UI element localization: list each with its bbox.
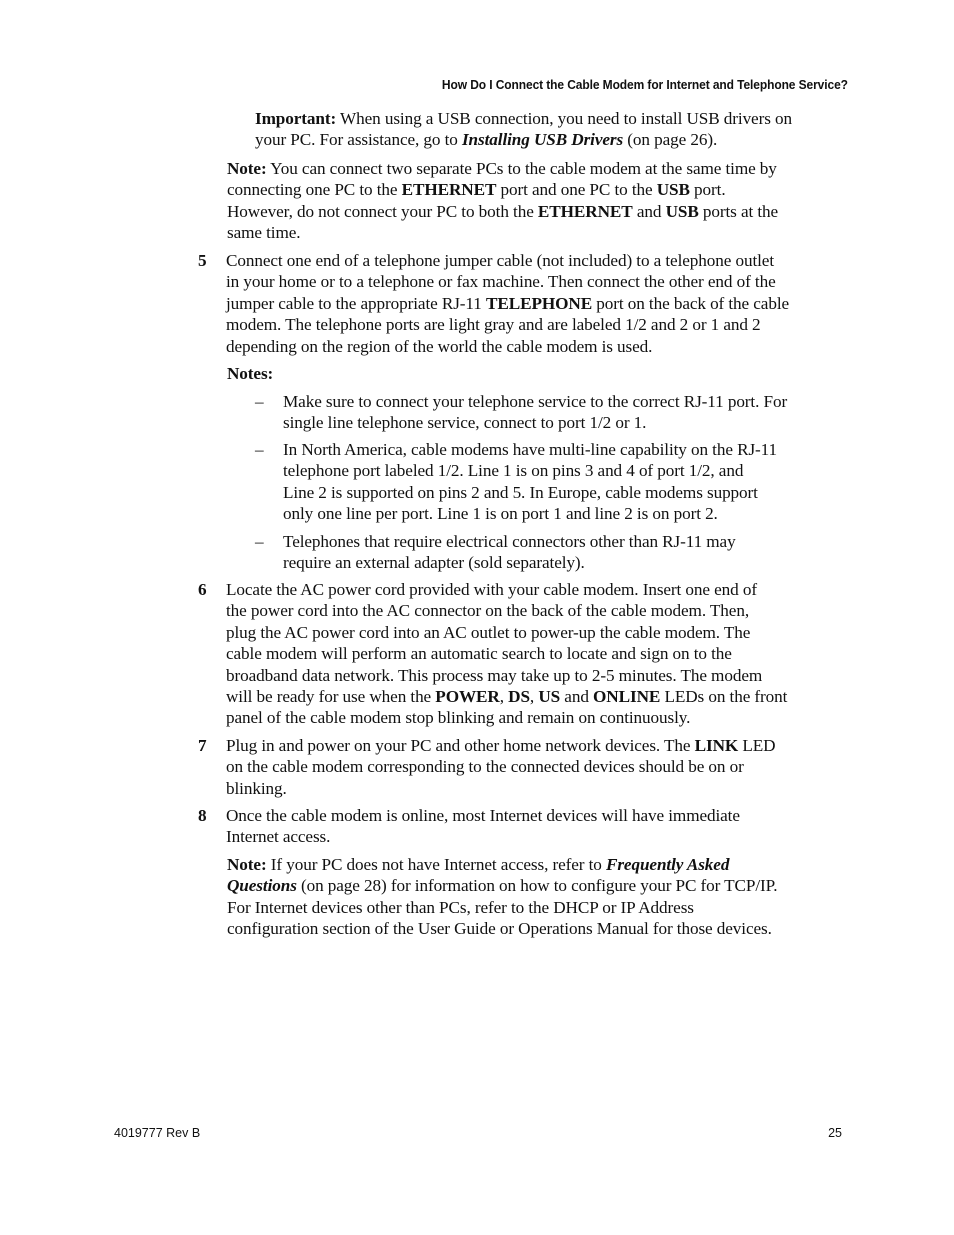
note-text: If your PC does not have Internet access, refer to (266, 855, 606, 874)
note-text: ports at the (698, 201, 779, 221)
list-item-text: Line 2 is supported on pins 2 and 5. In Europe, cable modems support (283, 482, 758, 502)
step-number: 5 (198, 251, 207, 270)
important-note (255, 108, 792, 151)
note-label: Note: (227, 159, 267, 178)
footer-page-number: 25 (828, 1126, 842, 1140)
note-text: (on page 28) for information on how to configure your PC for TCP/IP. (296, 876, 778, 896)
step-text: plug the AC power cord into an AC outlet to power-up the cable modem. The (226, 622, 751, 642)
list-item-text: In North America, cable modems have multi-line capability on the RJ-11 (283, 440, 778, 459)
step-text: cable modem will perform an automatic search to locate and sign on to the (226, 644, 732, 664)
note-text: However, do not connect your PC to both the (227, 201, 538, 221)
note-text: port. (689, 180, 726, 200)
step-text: Locate the AC power cord provided with your cable modem. Insert one end of (226, 580, 757, 599)
usb-term: USB (656, 180, 690, 200)
note-text: same time. (227, 223, 301, 243)
step-text: port on the back of the cable (592, 293, 790, 313)
list-item-text: Telephones that require electrical connectors other than RJ-11 may (283, 532, 736, 551)
note-text: You can connect two separate PCs to the cable modem at the same time by (266, 159, 777, 178)
list-item-text: single line telephone service, connect to port 1/2 or 1. (283, 413, 647, 433)
step-text: in your home or to a telephone or fax machine. Then connect the other end of the (226, 272, 776, 292)
note-text: For Internet devices other than PCs, refer to the DHCP or IP Address (227, 897, 694, 917)
note-text: configuration section of the User Guide or Operations Manual for those devices. (227, 919, 772, 939)
step-text: jumper cable to the appropriate RJ-11 (226, 293, 486, 313)
notes-label: Notes: (227, 364, 274, 383)
step-text: LEDs on the front (660, 687, 788, 707)
list-dash: – (255, 392, 264, 411)
ethernet-term: ETHERNET (401, 180, 497, 200)
link-led-term: LINK (694, 736, 739, 755)
step-7-text (226, 735, 775, 799)
note-text: connecting one PC to the (227, 180, 402, 200)
us-led-term: US (538, 687, 561, 707)
step-text: Connect one end of a telephone jumper cable (not included) to a telephone outlet (226, 251, 775, 270)
step-text: blinking. (226, 778, 287, 798)
list-item-text: require an external adapter (sold separately). (283, 553, 585, 573)
notes-item-3 (283, 531, 736, 574)
step-text: broadband data network. This process may take up to 2-5 minutes. The modem (226, 665, 763, 685)
step-text: Plug in and power on your PC and other home network devices. The (226, 736, 695, 755)
note-internet-access (227, 854, 777, 940)
usb-term: USB (665, 201, 699, 221)
note-label: Note: (227, 855, 267, 874)
step-text: Internet access. (226, 827, 331, 847)
step-5-text (226, 250, 789, 357)
important-label: Important: (255, 109, 337, 128)
running-header: How Do I Connect the Cable Modem for Internet and Telephone Service? (442, 78, 848, 92)
step-6-text (226, 579, 787, 729)
ds-led-term: DS (508, 687, 530, 707)
note-ethernet-usb (227, 158, 778, 244)
important-text-2: your PC. For assistance, go to (255, 130, 462, 150)
step-number: 7 (198, 736, 207, 755)
list-dash: – (255, 440, 264, 459)
step-text: , (529, 687, 539, 707)
step-text: on the cable modem corresponding to the connected devices should be on or (226, 757, 744, 777)
important-page-ref: (on page 26). (623, 130, 718, 150)
list-item-text: Make sure to connect your telephone service to the correct RJ-11 port. For (283, 392, 788, 411)
step-text: the power cord into the AC connector on the back of the cable modem. Then, (226, 601, 750, 621)
note-text: and (632, 201, 666, 221)
step-text: , (499, 687, 509, 707)
step-number: 8 (198, 806, 207, 825)
notes-item-2 (283, 439, 777, 525)
list-dash: – (255, 532, 264, 551)
footer-doc-id: 4019777 Rev B (114, 1126, 201, 1140)
step-text: LED (738, 736, 776, 755)
faq-link[interactable]: Questions (227, 876, 297, 896)
step-text: depending on the region of the world the cable modem is used. (226, 336, 653, 356)
step-text: modem. The telephone ports are light gray and are labeled 1/2 and 2 or 1 and 2 (226, 315, 761, 335)
online-led-term: ONLINE (593, 687, 661, 707)
ethernet-term: ETHERNET (537, 201, 633, 221)
list-item-text: telephone port labeled 1/2. Line 1 is on pins 3 and 4 of port 1/2, and (283, 461, 744, 481)
step-text: panel of the cable modem stop blinking and remain on continuously. (226, 708, 691, 728)
list-item-text: only one line per port. Line 1 is on port 1 and line 2 is on port 2. (283, 504, 718, 524)
faq-link[interactable]: Frequently Asked (605, 855, 730, 874)
power-led-term: POWER (435, 687, 500, 707)
step-text: will be ready for use when the (226, 687, 436, 707)
notes-item-1 (283, 391, 787, 434)
step-8-text (226, 805, 740, 848)
telephone-term: TELEPHONE (485, 293, 593, 313)
note-text: port and one PC to the (496, 180, 657, 200)
installing-usb-drivers-link[interactable]: Installing USB Drivers (461, 130, 624, 150)
important-text: When using a USB connection, you need to install USB drivers on (336, 109, 792, 128)
step-text: and (560, 687, 594, 707)
step-number: 6 (198, 580, 207, 599)
step-text: Once the cable modem is online, most Internet devices will have immediate (226, 806, 740, 825)
